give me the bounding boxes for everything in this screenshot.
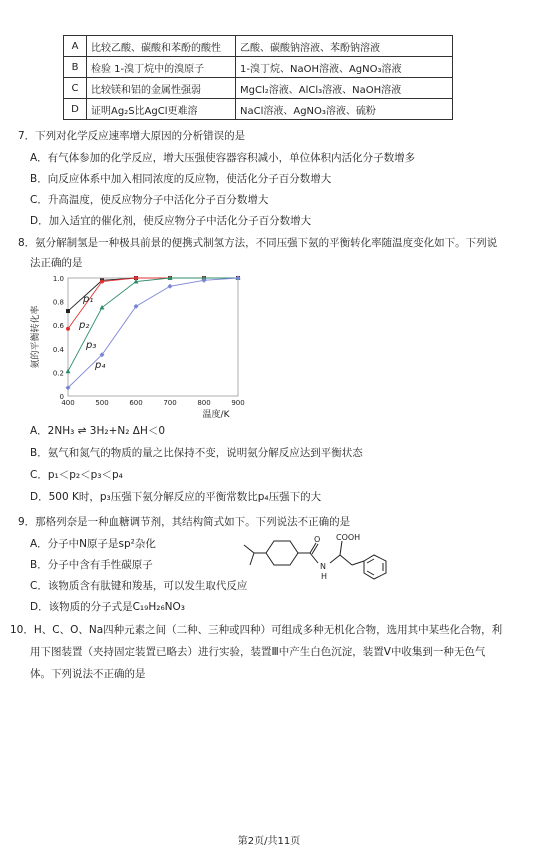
row-reagents: 1-溴丁烷、NaOH溶液、AgNO₃溶液 [236,57,453,78]
page-number: 第2页/共11页 [237,836,301,847]
row-letter: B [64,57,87,78]
q9-option-a: A．分子中N原子是sp²杂化 [30,538,156,550]
q7-option-a: A．有气体参加的化学反应，增大压强使容器容积减小，单位体积内活化分子数增多 [30,152,416,164]
q7-option-c: C．升高温度，使反应物分子中活化分子百分数增大 [30,194,269,206]
q9-stem: 9．那格列奈是一种血糖调节剂，其结构简式如下。下列说法不正确的是 [18,516,351,528]
series-line [68,278,238,371]
series-label-p4: p₄ [95,360,106,371]
x-tick-label: 700 [163,399,177,407]
x-tick-label: 800 [197,399,211,407]
y-tick-label: 1.0 [52,275,64,283]
y-tick-label: 0.2 [52,369,64,378]
data-point [100,280,104,284]
series-label-p3: p₃ [86,340,97,351]
q8-stem-line2: 法正确的是 [30,257,83,269]
q9-option-b: B．分子中含有手性碳原子 [30,559,153,571]
row-purpose: 比较乙酸、碳酸和苯酚的酸性 [87,36,236,57]
q9-option-d: D．该物质的分子式是C₁₉H₂₆NO₃ [30,601,185,613]
data-point [66,327,70,331]
row-reagents: 乙酸、碳酸钠溶液、苯酚钠溶液 [236,36,453,57]
q8-option-d: D．500 K时，p₃压强下氨分解反应的平衡常数比p₄压强下的大 [30,491,322,503]
q10-line3: 体。下列说法不正确的是 [30,668,146,680]
structure-nitrogen-label: N [320,562,326,571]
row-purpose: 证明Ag₂S比AgCl更难溶 [87,99,236,120]
table-row [64,36,453,57]
x-tick-label: 400 [61,399,75,407]
q8-option-b: B．氨气和氮气的物质的量之比保持不变，说明氨分解反应达到平衡状态 [30,447,363,459]
structure-cooh-label: COOH [336,533,361,542]
q8-stem-line1: 8．氨分解制氢是一种极具前景的便携式制氢方法，不同压强下氨的平衡转化率随温度变化如下。下列说 [18,237,498,249]
y-tick-label: 0 [59,393,64,401]
series-label-p2: p₂ [79,320,90,331]
q8-option-c: C．p₁＜p₂＜p₃＜p₄ [30,469,123,481]
series-line [68,278,238,388]
table-row [64,57,453,78]
y-axis-label: 氨的平衡转化率 [31,305,41,369]
table-row [64,99,453,120]
data-point [66,369,71,374]
row-reagents: MgCl₂溶液、AlCl₃溶液、NaOH溶液 [236,78,453,99]
x-tick-label: 500 [95,399,109,407]
nateglinide-structure [240,533,420,598]
data-point [66,309,70,313]
x-axis-label: 温度/K [202,410,230,420]
data-point [168,284,173,289]
q9-option-c: C．该物质含有肽键和羧基，可以发生取代反应 [30,580,248,592]
y-tick-label: 0.8 [52,298,64,307]
row-purpose: 比较镁和铝的金属性强弱 [87,78,236,99]
series-line [68,278,238,329]
q8-option-a: A．2NH₃ ⇌ 3H₂+N₂ ΔH＜0 [30,425,166,437]
series-label-p1: p₁ [83,294,94,305]
x-tick-label: 900 [231,399,245,407]
row-letter: D [64,99,87,120]
q7-option-b: B．向反应体系中加入相同浓度的反应物，使活化分子百分数增大 [30,173,332,185]
ammonia-conversion-chart [28,272,248,420]
structure-oxygen-label: O [314,535,321,544]
row-purpose: 检验 1-溴丁烷中的溴原子 [87,57,236,78]
q10-line1: 10．H、C、O、Na四种元素之间（二种、三种或四种）可组成多种无机化合物，选用其中某些化合物，利 [10,624,503,636]
q7-stem: 7．下列对化学反应速率增大原因的分析错误的是 [18,130,246,142]
experiment-table [63,35,453,120]
row-reagents: NaCl溶液、AgNO₃溶液、硫粉 [236,99,453,120]
y-tick-label: 0.4 [52,345,64,354]
series-line [68,278,238,311]
q10-line2: 用下图装置（夹持固定装置已略去）进行实验，装置Ⅲ中产生白色沉淀，装置Ⅴ中收集到一种无色气 [30,646,486,658]
structure-hydrogen-label: H [321,572,328,581]
row-letter: A [64,36,87,57]
y-tick-label: 0.6 [52,322,64,331]
table-row [64,78,453,99]
q7-option-d: D．加入适宜的催化剂，使反应物分子中活化分子百分数增大 [30,215,312,227]
x-tick-label: 600 [129,399,143,407]
row-letter: C [64,78,87,99]
plot-frame [68,278,238,396]
